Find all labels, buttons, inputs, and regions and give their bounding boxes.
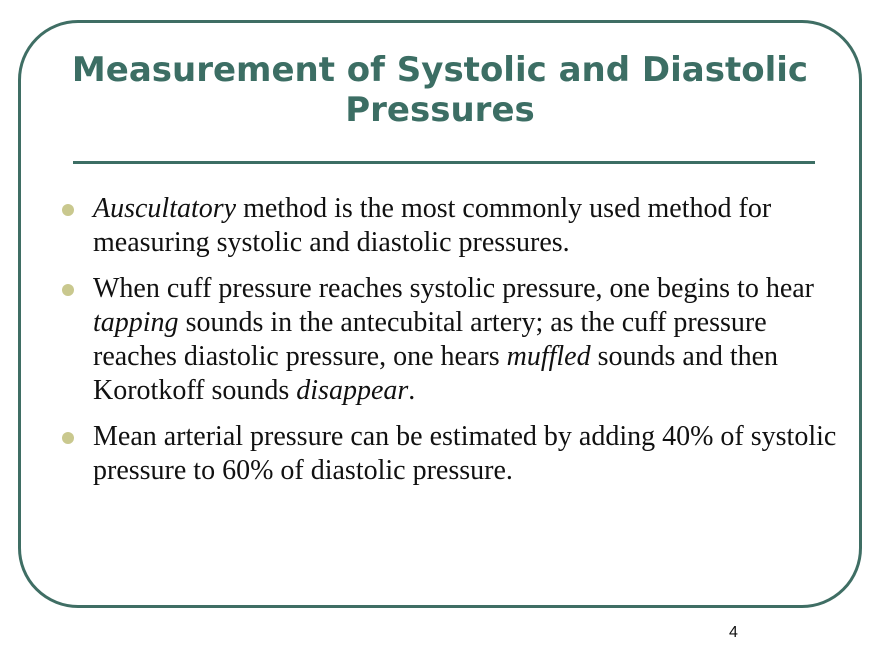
bullet-text: . <box>408 375 416 406</box>
bullet-text-italic: muffled <box>506 341 591 372</box>
bullet-item <box>60 192 850 260</box>
slide-title: Measurement of Systolic and Diastolic Pressures <box>71 50 809 130</box>
bullet-dot-icon <box>62 432 74 444</box>
bullet-text: When cuff pressure reaches systolic pressure, one begins to hear <box>93 273 814 304</box>
bullet-item <box>60 420 850 488</box>
bullet-item <box>60 272 850 408</box>
bullet-text-italic: tapping <box>93 307 179 338</box>
bullet-text: method is the most commonly used method for measuring systolic and diastolic pressures. <box>93 193 772 258</box>
bullet-list <box>60 192 850 500</box>
bullet-text: sounds in the antecubital artery; as the cuff pressure reaches diastolic pressure, one hears <box>93 307 767 372</box>
bullet-dot-icon <box>62 284 74 296</box>
bullet-text: Mean arterial pressure can be estimated by adding 40% of systolic pressure to 60% of diastolic pressure. <box>93 421 837 486</box>
bullet-text-italic: Auscultatory <box>93 193 237 224</box>
bullet-text: sounds and then Korotkoff sounds <box>93 341 779 406</box>
bullet-text-italic: disappear <box>296 375 409 406</box>
bullet-dot-icon <box>62 204 74 216</box>
page-number: 4 <box>729 624 738 641</box>
title-divider <box>73 161 815 164</box>
